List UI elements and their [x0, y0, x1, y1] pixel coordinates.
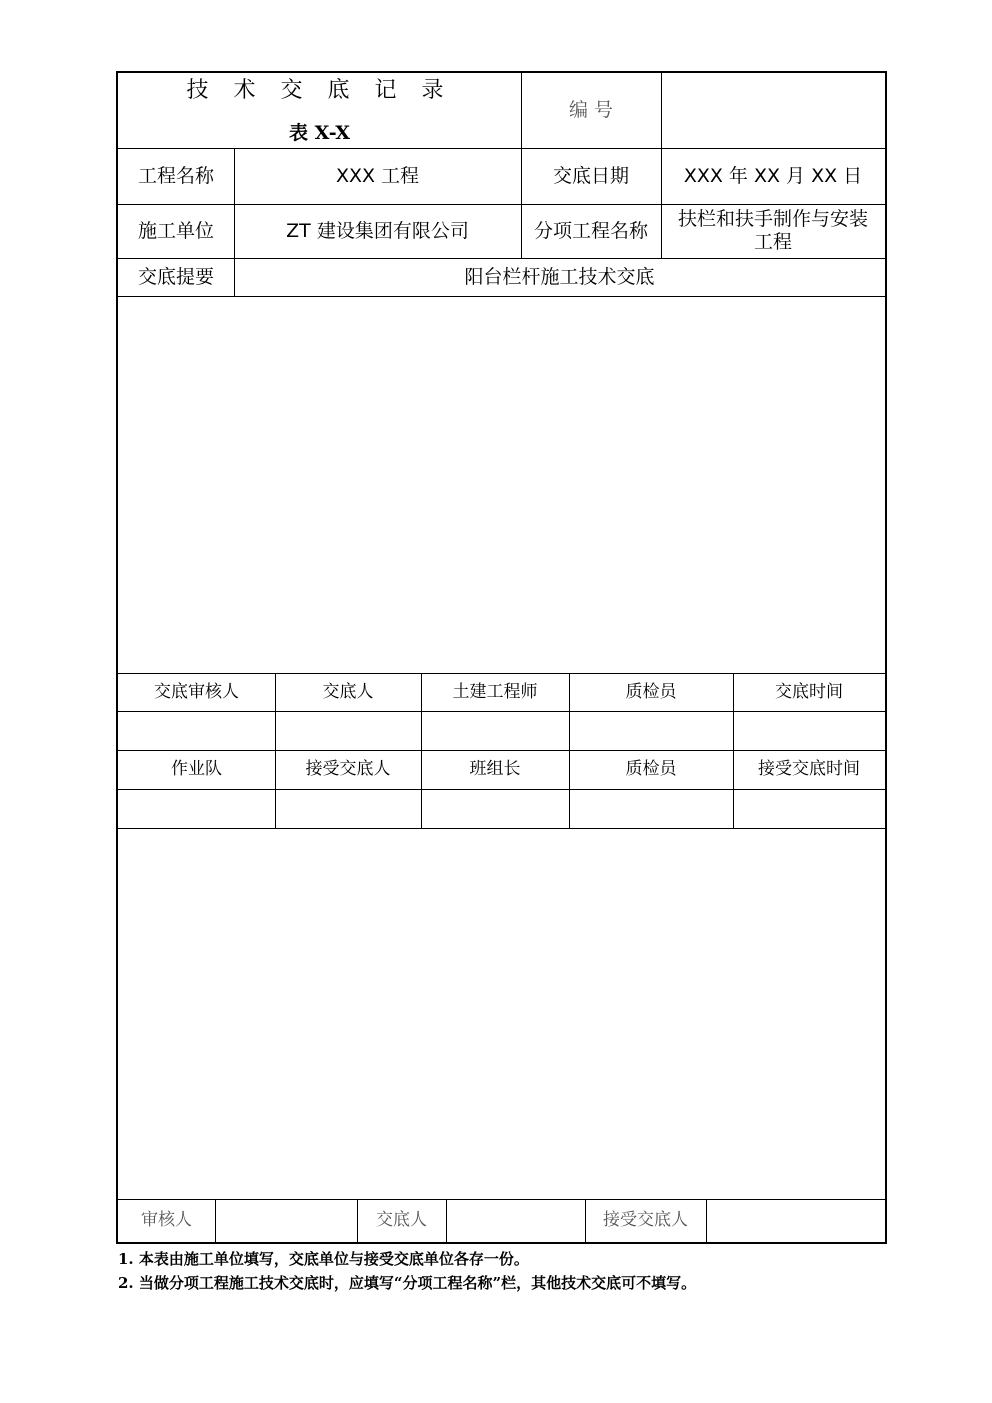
col-team-leader-label: 班组长: [469, 759, 521, 780]
sub-item-value[interactable]: [661, 204, 885, 258]
form-title: 技 术 交 底 记 录: [186, 77, 453, 103]
reviewer-signature-field[interactable]: [118, 711, 275, 750]
col-reviewer-label: 交底审核人: [154, 681, 239, 702]
footer-discloser-label: 交底人: [376, 1210, 427, 1231]
number-field[interactable]: [661, 73, 885, 148]
footer-receiver-field[interactable]: [706, 1199, 885, 1242]
footer-receiver-label: 接受交底人: [603, 1210, 688, 1231]
sub-item-value-line2: 工程: [753, 231, 792, 253]
footer-discloser-field[interactable]: [446, 1199, 585, 1242]
note-2: 2. 当做分项工程施工技术交底时，应填写“分项工程名称”栏，其他技术交底可不填写。: [118, 1274, 697, 1292]
discloser-signature-field[interactable]: [275, 711, 421, 750]
sub-item-label: 分项工程名称: [533, 219, 648, 242]
disclosure-content-area[interactable]: [118, 296, 885, 673]
inspector-signature-field[interactable]: [569, 711, 733, 750]
project-name-label: 工程名称: [137, 164, 214, 187]
number-label: 编 号: [568, 99, 614, 122]
project-name-value[interactable]: XXX 工程: [335, 164, 420, 187]
disclosure-date-label: 交底日期: [552, 164, 629, 187]
civil-engineer-signature-field[interactable]: [421, 711, 569, 750]
construction-unit-label: 施工单位: [137, 219, 214, 242]
col-receive-time-label: 接受交底时间: [758, 759, 860, 780]
footer-reviewer-label: 审核人: [141, 1210, 192, 1231]
receive-time-field[interactable]: [733, 789, 885, 828]
receiver-signature-field[interactable]: [275, 789, 421, 828]
col-discloser-label: 交底人: [322, 681, 374, 702]
col-receiver-label: 接受交底人: [305, 759, 391, 780]
form-notes: [118, 1247, 898, 1295]
col-inspector-label-2: 质检员: [625, 759, 677, 780]
col-work-team-label: 作业队: [171, 759, 222, 780]
disclosure-time-field[interactable]: [733, 711, 885, 750]
col-civil-engineer-label: 土建工程师: [452, 681, 538, 702]
additional-notes-area[interactable]: [118, 828, 885, 1199]
note-1: 1. 本表由施工单位填写，交底单位与接受交底单位各存一份。: [118, 1250, 529, 1268]
construction-unit-value[interactable]: ZT 建设集团有限公司: [286, 219, 469, 242]
sub-item-value-line1: 扶栏和扶手制作与安装: [677, 208, 868, 231]
summary-label: 交底提要: [137, 265, 214, 288]
technical-disclosure-form: [116, 71, 887, 1244]
summary-value[interactable]: 阳台栏杆施工技术交底: [464, 265, 655, 288]
team-leader-signature-field[interactable]: [421, 789, 569, 828]
col-inspector-label: 质检员: [625, 681, 677, 702]
form-subtitle: 表 X-X: [289, 121, 350, 144]
disclosure-date-value[interactable]: XXX 年 XX 月 XX 日: [683, 164, 863, 187]
footer-reviewer-field[interactable]: [215, 1199, 357, 1242]
work-team-field[interactable]: [118, 789, 275, 828]
inspector-signature-field-2[interactable]: [569, 789, 733, 828]
col-disclosure-time-label: 交底时间: [775, 681, 843, 702]
